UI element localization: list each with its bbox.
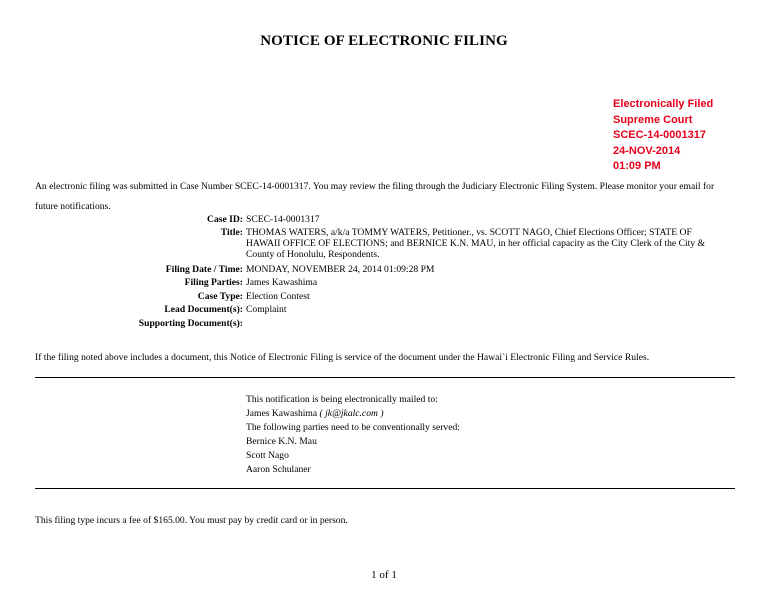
recipient-email: ( jk@jkalc.com ) bbox=[319, 408, 384, 419]
field-label: Case Type: bbox=[197, 291, 243, 302]
page-title: NOTICE OF ELECTRONIC FILING bbox=[260, 33, 508, 49]
stamp-date: 24-NOV-2014 bbox=[613, 144, 681, 157]
field-value: James Kawashima bbox=[246, 277, 318, 288]
party-name: Bernice K.N. Mau bbox=[246, 436, 317, 447]
field-value: SCEC-14-0001317 bbox=[246, 214, 320, 225]
field-value: Election Contest bbox=[246, 291, 310, 302]
field-label: Title: bbox=[220, 227, 243, 238]
party-name: Scott Nago bbox=[246, 450, 289, 461]
divider bbox=[35, 377, 735, 378]
stamp-case-number: SCEC-14-0001317 bbox=[613, 129, 706, 141]
recipient-name: James Kawashima bbox=[246, 408, 318, 419]
service-list bbox=[246, 393, 460, 477]
field-value: THOMAS WATERS, a/k/a TOMMY WATERS, Petitioner., vs. SCOTT NAGO, Chief Elections Officer; STATE OF HAWAII OFFICE OF ELECTIONS; and BERNICE K.N. MAU, in her official capacity as the City Clerk of the City & County of Honolulu, Respondents. bbox=[246, 227, 705, 260]
intro-paragraph: An electronic filing was submitted in Case Number SCEC-14-0001317. You may review the filing through the Judiciary Electronic Filing System. Please monitor your email for future notifications. bbox=[35, 181, 715, 212]
field-label: Filing Parties: bbox=[184, 277, 243, 288]
stamp-time: 01:09 PM bbox=[613, 160, 661, 172]
divider bbox=[35, 488, 735, 489]
party-name: Aaron Schulaner bbox=[246, 464, 311, 475]
field-label: Filing Date / Time: bbox=[165, 264, 243, 275]
service-notice: If the filing noted above includes a document, this Notice of Electronic Filing is service of the document under the Hawai`i Electronic Filing and Service Rules. bbox=[35, 352, 650, 363]
field-value: MONDAY, NOVEMBER 24, 2014 01:09:28 PM bbox=[246, 264, 435, 275]
field-label: Lead Document(s): bbox=[164, 304, 243, 315]
stamp-line: Supreme Court bbox=[613, 113, 693, 126]
conventional-heading: The following parties need to be conventionally served: bbox=[246, 422, 460, 433]
field-label: Case ID: bbox=[207, 214, 243, 225]
field-label: Supporting Document(s): bbox=[138, 318, 243, 329]
fee-note: This filing type incurs a fee of $165.00. You must pay by credit card or in person. bbox=[35, 515, 348, 526]
page-indicator: 1 of 1 bbox=[371, 569, 397, 581]
stamp-line: Electronically Filed bbox=[613, 98, 714, 110]
mailed-heading: This notification is being electronically mailed to: bbox=[246, 394, 438, 405]
filing-stamp bbox=[613, 97, 713, 175]
field-value: Complaint bbox=[246, 304, 287, 315]
mailed-recipient bbox=[246, 407, 460, 421]
